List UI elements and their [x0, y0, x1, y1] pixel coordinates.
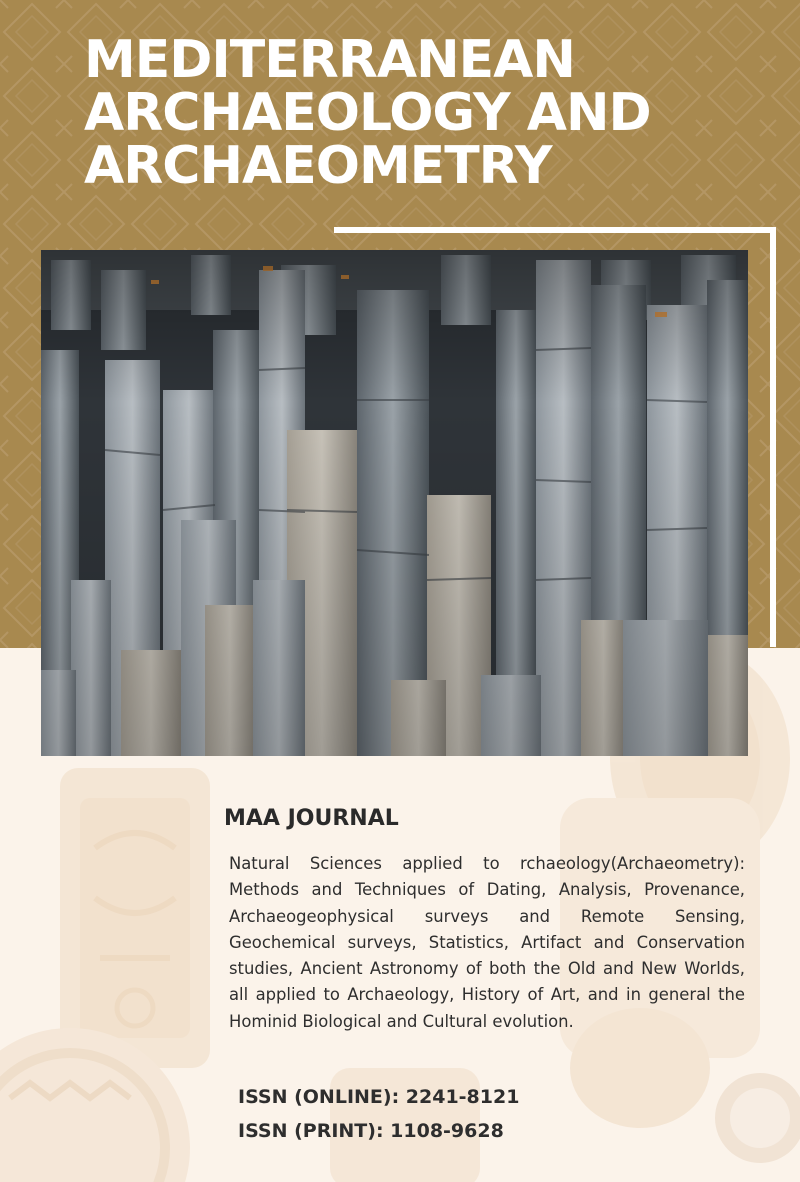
title-line-1: MEDITERRANEAN — [84, 30, 575, 90]
journal-label: MAA JOURNAL — [224, 806, 399, 831]
journal-description: Natural Sciences applied to rchaeology(Archaeometry): Methods and Techniques of Dating, Analysis, Provenance, Archaeogeophysical surveys and Remote Sensing, Geochemical surveys, Statistics, Artifact and Conservation studies, Ancient Astronomy of both the Old and New Worlds, all applied to Archaeology, History of Art, and in general the Hominid Biological and Cultural evolution. — [229, 854, 745, 1031]
frame-line-right — [770, 227, 776, 647]
issn-online: ISSN (ONLINE): 2241-8121 — [238, 1086, 520, 1108]
frame-line-top — [334, 227, 776, 233]
title-line-2: ARCHAEOLOGY AND — [84, 83, 651, 143]
cover-photo — [41, 250, 748, 756]
title-line-3: ARCHAEOMETRY — [84, 136, 552, 196]
basalt-columns-photo — [41, 250, 748, 756]
journal-title — [84, 30, 784, 196]
issn-print: ISSN (PRINT): 1108-9628 — [238, 1120, 504, 1142]
